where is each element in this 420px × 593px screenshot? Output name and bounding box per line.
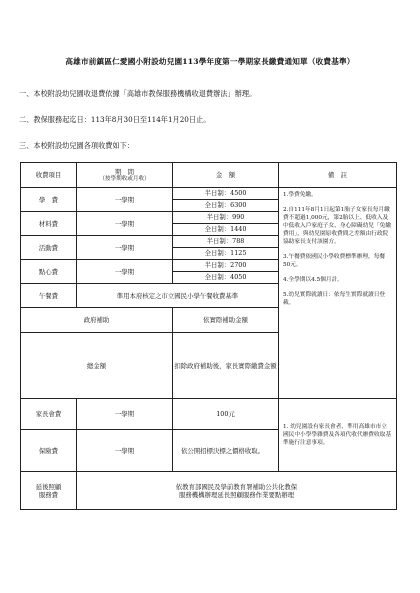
- remarks-cell: [279, 188, 397, 399]
- full-day-amount: 全日制：4050: [173, 271, 278, 283]
- full-day-amount: 全日制：1440: [173, 223, 278, 235]
- extended-item-line1: 延後照顧: [35, 482, 62, 491]
- extended-desc-line1: 依教育部國民及學前教育署補助公共化教保: [175, 482, 298, 491]
- service-period-line: 二、教保服務起迄日：113年8月30日至114年1月20日止。: [19, 115, 211, 124]
- extended-care-desc: [77, 472, 397, 510]
- insurance-item: 保險費: [21, 430, 77, 472]
- fee-amount: [173, 212, 279, 236]
- fee-item: 材料費: [21, 212, 77, 236]
- parent-fee-item: 家長會費: [21, 399, 77, 430]
- fee-item: 活動費: [21, 236, 77, 260]
- remark-item: 5.幼兒實際就讀日：依每生實際就讀日登載。: [283, 291, 386, 306]
- lunch-desc: 準用本府核定之市立國民小學午餐收費基準: [77, 284, 279, 308]
- header-period-line2: （按學期收或月收）: [99, 175, 150, 182]
- fee-period: 一學期: [77, 236, 173, 260]
- extended-care-item: [21, 472, 77, 510]
- fee-period: 一學期: [77, 212, 173, 236]
- extended-desc-line2: 服務機構辦理延長照顧服務作業要點辦理: [178, 490, 295, 499]
- table-row: [21, 188, 397, 212]
- header-period: [77, 163, 173, 188]
- actual-subsidy-label: 依實際補助金額: [173, 308, 279, 333]
- parent-fee-period: 一學期: [77, 399, 173, 430]
- fee-amount: [173, 260, 279, 284]
- lunch-item: 午餐費: [21, 284, 77, 308]
- remark-item: 4.全學期以4.5個月計。: [283, 276, 343, 283]
- remark-item: 3.午餐費依國民小學收費標準辦理，每餐50元。: [283, 253, 386, 268]
- fee-period: 一學期: [77, 188, 173, 212]
- half-day-amount: 半日制：990: [206, 213, 245, 221]
- fee-period: 一學期: [77, 260, 173, 284]
- remark-item: 1.學費免繳。: [283, 192, 317, 198]
- fee-item: 學 費: [21, 188, 77, 212]
- table-header-row: [21, 163, 397, 188]
- header-period-line1: 期 間: [114, 167, 135, 176]
- extended-item-line2: 服務費: [38, 490, 59, 499]
- half-day-amount: 半日制：788: [206, 237, 245, 245]
- full-day-amount: 全日制：6300: [173, 199, 278, 211]
- half-day-amount: 半日制：2700: [204, 261, 247, 269]
- gov-subsidy-label: 政府補助: [21, 308, 173, 333]
- total-label: 總金額: [21, 333, 173, 399]
- fee-item: 點心費: [21, 260, 77, 284]
- header-amount: 金 額: [173, 163, 279, 188]
- fee-table: [20, 162, 397, 510]
- remark-item: 2.自111年8月1日起第1胎子女家長每月繳費不超過1,000元，第2胎以上、低收入及中低收入戶家庭子女、身心障礙幼兒「免繳費用」，與幼兒園原收費間之差額由行政院協助家長支付該園方。: [283, 206, 392, 245]
- parent-fee-amount: 100元: [173, 399, 279, 430]
- fee-amount: [173, 188, 279, 212]
- table-row: [21, 399, 397, 430]
- header-item: 收費項目: [21, 163, 77, 188]
- rule-basis-line: 一、本校附設幼兒園收退費依據「高雄市教保服務機構收退費辦法」辦理。: [19, 89, 257, 98]
- full-day-amount: 全日制：1125: [173, 247, 278, 259]
- insurance-period: 一學期: [77, 430, 173, 472]
- total-desc: 扣除政府補助後，家長實際繳費金額: [173, 333, 279, 399]
- page-title: 高雄市前鎮區仁愛國小附設幼兒園113學年度第一學期家長繳費通知單（收費基準）: [65, 57, 355, 66]
- half-day-amount: 半日制：4500: [204, 189, 247, 197]
- remark2-cell: 1. 幼兒園設有家長會者，準用高雄市市立國民中小學學雜費及各項代收代辦費收取基準施行注意事項。: [279, 399, 397, 472]
- insurance-desc: 依公開招標決標之價格收取。: [173, 430, 279, 472]
- fee-amount: [173, 236, 279, 260]
- fee-intro-line: 三、本校附設幼兒園各項收費如下：: [19, 141, 135, 150]
- table-row: [21, 472, 397, 510]
- header-remark: 備 註: [279, 163, 397, 188]
